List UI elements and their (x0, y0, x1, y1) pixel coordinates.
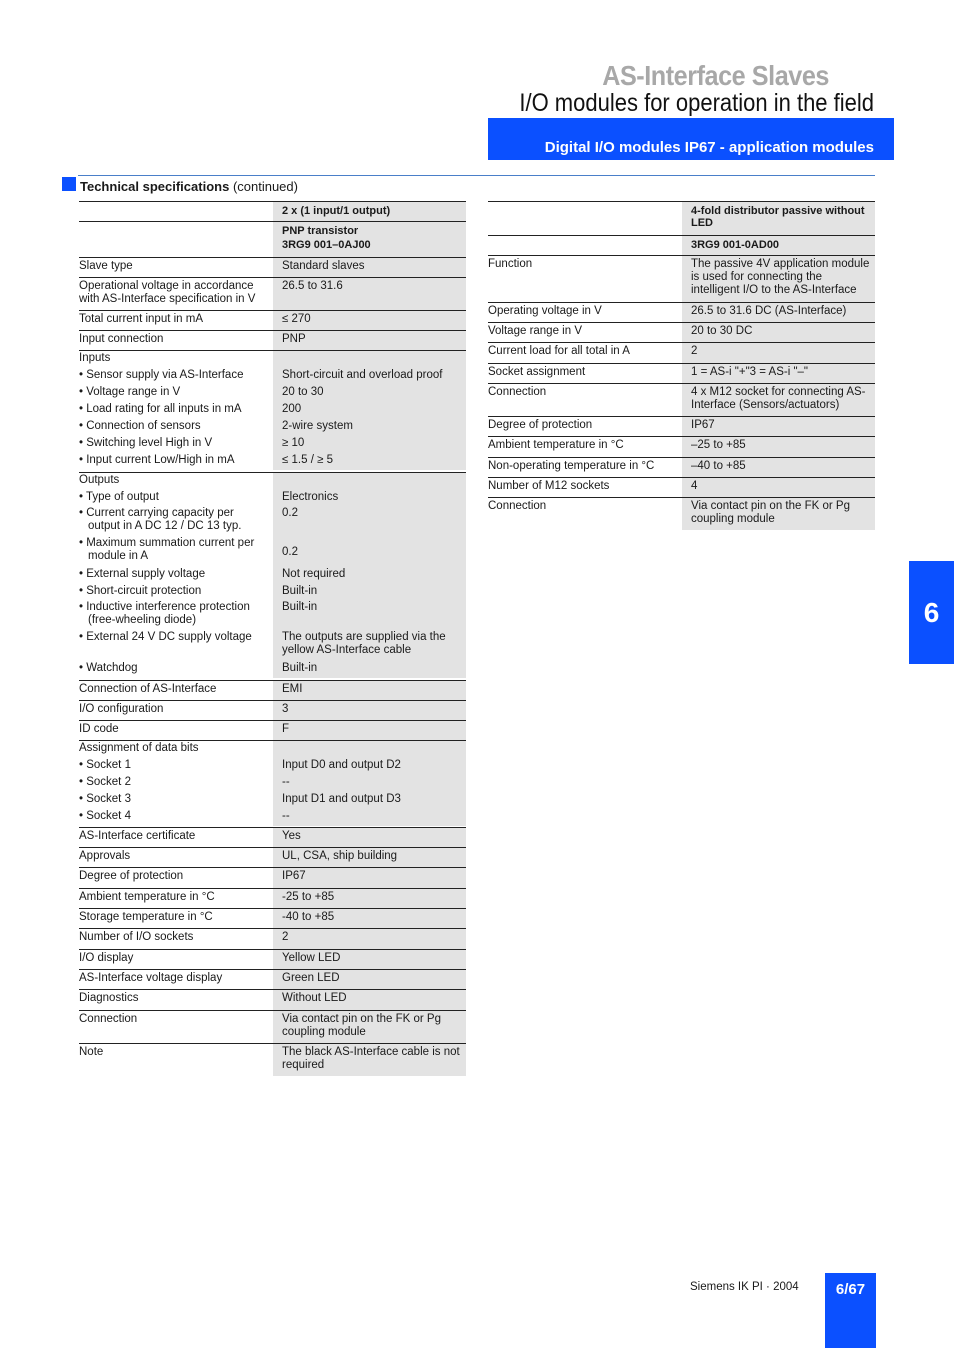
row-label: • Current carrying capacity per output in A DC 12 / DC 13 typ. (79, 507, 242, 532)
table-row (79, 1043, 466, 1076)
row-value: 20 to 30 DC (682, 323, 875, 342)
row-label: Storage temperature in °C (79, 911, 213, 923)
row-value: 2-wire system (273, 419, 466, 436)
row-label: AS-Interface certificate (79, 830, 196, 842)
row-value: The black AS-Interface cable is not required (273, 1044, 466, 1076)
row-label: Ambient temperature in °C (79, 891, 215, 903)
row-value: Yellow LED (273, 950, 466, 969)
row-value: 26.5 to 31.6 DC (AS-Interface) (682, 303, 875, 322)
row-value: Via contact pin on the FK or Pg coupling module (273, 1011, 466, 1043)
row-value: ≤ 270 (273, 311, 466, 330)
row-label: Voltage range in V (488, 325, 582, 337)
section-marker-square (62, 177, 76, 191)
table-row (79, 419, 466, 436)
row-label: • External supply voltage (79, 568, 206, 580)
row-label: • Short-circuit protection (79, 585, 202, 597)
row-label: • Socket 4 (79, 810, 131, 822)
right-spec-table (488, 201, 875, 530)
row-label: Operating voltage in V (488, 305, 602, 317)
table-row (488, 457, 875, 477)
table-row (79, 490, 466, 507)
row-value: PNP (273, 331, 466, 350)
row-value: Input D1 and output D3 (273, 792, 466, 809)
row-label: • Socket 3 (79, 793, 131, 805)
row-label: • Voltage range in V (79, 386, 181, 398)
table-row (488, 342, 875, 363)
row-label: Degree of protection (488, 419, 593, 431)
table-row (488, 416, 875, 436)
row-label: Number of M12 sockets (488, 480, 610, 492)
row-value: Short-circuit and overload proof (273, 368, 466, 385)
row-value: Green LED (273, 970, 466, 989)
row-value: 4 (682, 478, 875, 497)
row-label: Note (79, 1046, 104, 1058)
table-row (79, 385, 466, 402)
table-row (79, 310, 466, 330)
table-row (79, 537, 466, 567)
row-label: Socket assignment (488, 366, 586, 378)
row-label: Input connection (79, 333, 164, 345)
section-heading-bold: Technical specifications (80, 179, 230, 194)
row-label: • Type of output (79, 491, 159, 503)
table-header-row (79, 201, 466, 221)
header-cell (273, 222, 466, 257)
table-row (488, 383, 875, 416)
row-value: F (273, 721, 466, 740)
table-row (79, 949, 466, 969)
table-row (79, 661, 466, 680)
table-row (79, 601, 466, 631)
row-label: Current load for all total in A (488, 345, 630, 357)
row-label: Diagnostics (79, 992, 139, 1004)
header-line: 3RG9 001–0AJ00 (282, 239, 371, 251)
table-row (79, 330, 466, 350)
row-label: • Sensor supply via AS-Interface (79, 369, 244, 381)
table-row (79, 827, 466, 847)
row-value: Electronics (273, 490, 466, 507)
group-label: Outputs (79, 474, 120, 486)
row-label: I/O display (79, 952, 134, 964)
row-value: Standard slaves (273, 258, 466, 277)
row-value: 2 (273, 929, 466, 949)
table-row (79, 1010, 466, 1043)
row-label: • Inductive interference protection (free-wheeling diode) (79, 601, 250, 626)
row-label: Operational voltage in accordance with AS-Interface specification in V (79, 280, 256, 305)
table-row (79, 809, 466, 827)
table-row (79, 700, 466, 720)
group-title-row (79, 351, 466, 368)
table-row (79, 792, 466, 809)
row-value: Built-in (273, 661, 466, 678)
table-row (79, 402, 466, 419)
table-row (79, 584, 466, 601)
page-number: 6/67 (825, 1273, 876, 1348)
row-label: AS-Interface voltage display (79, 972, 223, 984)
row-label: Number of I/O sockets (79, 931, 194, 943)
row-value: Yes (273, 828, 466, 847)
row-label: • External 24 V DC supply voltage (79, 631, 252, 643)
row-label: Approvals (79, 850, 131, 862)
table-row (79, 257, 466, 277)
row-label: Non-operating temperature in °C (488, 460, 655, 472)
row-value: EMI (273, 681, 466, 700)
footer-publication: Siemens IK PI · 2004 (690, 1281, 799, 1293)
row-value: The passive 4V application module is used for connecting the intelligent I/O to the AS-Interface (682, 256, 875, 302)
table-row (79, 928, 466, 949)
table-header-row (488, 235, 875, 255)
row-value: ≥ 10 (273, 436, 466, 453)
section-heading-continued: (continued) (232, 179, 298, 194)
table-row (79, 436, 466, 453)
table-header-row (79, 221, 466, 257)
row-label: • Input current Low/High in mA (79, 454, 235, 466)
table-row (79, 969, 466, 989)
table-row (488, 363, 875, 383)
row-label: Connection of AS-Interface (79, 683, 217, 695)
group-label: Assignment of data bits (79, 742, 199, 754)
row-value: Without LED (273, 990, 466, 1010)
row-label: I/O configuration (79, 703, 164, 715)
group-title-row (79, 741, 466, 758)
table-row (488, 322, 875, 342)
section-heading (80, 179, 298, 194)
row-label: • Socket 2 (79, 776, 131, 788)
header-rule (78, 175, 875, 176)
table-row (79, 507, 466, 537)
page-subtitle: I/O modules for operation in the field (519, 89, 874, 117)
header-cell: 3RG9 001-0AD00 (682, 236, 875, 255)
left-spec-table (79, 201, 466, 1076)
row-value: –25 to +85 (682, 437, 875, 457)
group-title-row (79, 473, 466, 490)
row-value: UL, CSA, ship building (273, 848, 466, 867)
row-value: IP67 (273, 868, 466, 888)
row-label: Degree of protection (79, 870, 184, 882)
header-cell: 4-fold distributor passive without LED (682, 202, 875, 235)
row-value: 2 (682, 343, 875, 363)
table-row (488, 302, 875, 322)
row-value: 200 (273, 402, 466, 419)
section-banner (488, 118, 894, 160)
row-value: -- (273, 809, 466, 826)
row-value: -40 to +85 (273, 909, 466, 928)
inputs-group (79, 350, 466, 472)
row-label: Connection (488, 386, 547, 398)
row-label: • Connection of sensors (79, 420, 201, 432)
table-row (79, 867, 466, 888)
row-value: Via contact pin on the FK or Pg coupling module (682, 498, 875, 530)
row-label: Slave type (79, 260, 133, 272)
row-value: Built-in (273, 601, 466, 631)
table-row (79, 720, 466, 740)
row-label: • Load rating for all inputs in mA (79, 403, 242, 415)
group-label: Inputs (79, 352, 111, 364)
row-value: ≤ 1.5 / ≥ 5 (273, 453, 466, 470)
row-value: 1 = AS-i "+"3 = AS-i "–" (682, 364, 875, 383)
table-row (79, 277, 466, 310)
table-row (79, 368, 466, 385)
table-row (79, 453, 466, 472)
row-value: –40 to +85 (682, 458, 875, 477)
row-value: The outputs are supplied via the yellow AS-Interface cable (273, 631, 466, 661)
row-label: • Watchdog (79, 662, 138, 674)
chapter-tab: 6 (909, 561, 954, 664)
assignment-group (79, 740, 466, 827)
row-value: -25 to +85 (273, 889, 466, 908)
table-row (79, 680, 466, 700)
table-row (79, 758, 466, 775)
row-label: • Socket 1 (79, 759, 131, 771)
table-row (79, 847, 466, 867)
table-row (79, 888, 466, 908)
row-value: 4 x M12 socket for connecting AS-Interface (Sensors/actuators) (682, 384, 875, 416)
row-value: 0.2 (273, 537, 466, 567)
row-value: Built-in (273, 584, 466, 601)
page-title: AS-Interface Slaves (602, 60, 829, 91)
header-line: PNP transistor (282, 225, 359, 237)
row-value: 20 to 30 (273, 385, 466, 402)
section-banner-text: Digital I/O modules IP67 - application modules (544, 139, 874, 156)
table-row (488, 436, 875, 457)
table-row (79, 989, 466, 1010)
row-label: Function (488, 258, 533, 270)
table-row (79, 567, 466, 584)
row-label: Connection (79, 1013, 138, 1025)
row-label: • Switching level High in V (79, 437, 213, 449)
table-row (79, 775, 466, 792)
row-value: -- (273, 775, 466, 792)
row-value: Input D0 and output D2 (273, 758, 466, 775)
table-row (488, 497, 875, 530)
row-value: Not required (273, 567, 466, 584)
row-label: Connection (488, 500, 547, 512)
table-row (79, 631, 466, 661)
outputs-group (79, 472, 466, 680)
table-row (79, 908, 466, 928)
row-label: ID code (79, 723, 119, 735)
table-header-row (488, 201, 875, 235)
row-value: 26.5 to 31.6 (273, 278, 466, 310)
row-label: • Maximum summation current per module in A (79, 537, 255, 562)
header-cell: 2 x (1 input/1 output) (273, 202, 466, 221)
row-label: Ambient temperature in °C (488, 439, 624, 451)
row-label: Total current input in mA (79, 313, 204, 325)
row-value: 0.2 (273, 507, 466, 537)
table-row (488, 477, 875, 497)
row-value: IP67 (682, 417, 875, 436)
table-row (488, 255, 875, 302)
row-value: 3 (273, 701, 466, 720)
